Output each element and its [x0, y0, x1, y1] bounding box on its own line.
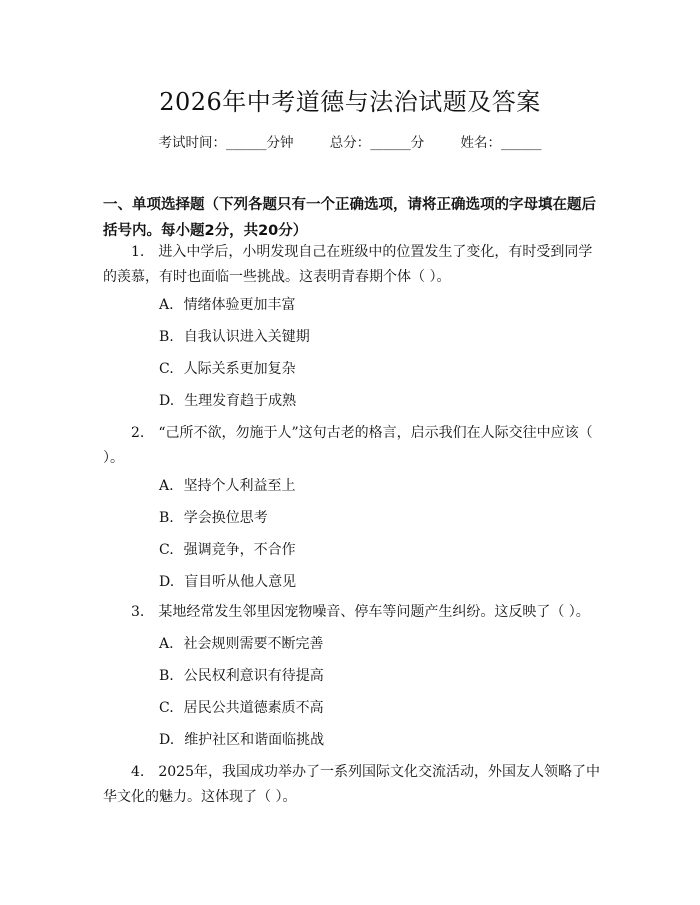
- option-text: 公民权利意识有待提高: [183, 668, 324, 684]
- question-3-option-d: [159, 730, 324, 750]
- option-text: 社会规则需要不断完善: [183, 636, 324, 652]
- option-text: 维护社区和谐面临挑战: [184, 732, 325, 748]
- question-2: 2. “己所不欲，勿施于人”这句古老的格言，启示我们在人际交往中应该（ ）。: [103, 425, 593, 466]
- option-letter: D.: [159, 574, 175, 590]
- student-name: 姓名：______: [460, 135, 542, 151]
- question-2-option-a: [159, 476, 296, 496]
- exam-total-score: 总分：______分: [329, 135, 425, 151]
- question-3-option-c: [159, 698, 324, 718]
- question-1: 1. 进入中学后，小明发现自己在班级中的位置发生了变化，有时受到同学的羡慕，有时也面临一些挑战。这表明青春期个体（ ）。: [103, 244, 593, 285]
- option-letter: B.: [159, 329, 174, 345]
- option-letter: D.: [159, 732, 175, 748]
- option-text: 人际关系更加复杂: [183, 361, 296, 377]
- option-letter: A.: [159, 297, 174, 313]
- question-3-option-a: [159, 634, 324, 654]
- option-letter: A.: [159, 636, 174, 652]
- option-text: 学会换位思考: [183, 510, 268, 526]
- question-1-option-d: [159, 391, 296, 411]
- option-letter: C.: [159, 542, 174, 558]
- exam-meta: [0, 131, 700, 151]
- page-title: 2026年中考道德与法治试题及答案: [159, 88, 541, 116]
- option-letter: B.: [159, 510, 174, 526]
- option-text: 居民公共道德素质不高: [183, 700, 324, 716]
- option-text: 生理发育趋于成熟: [184, 393, 297, 409]
- option-letter: A.: [159, 478, 174, 494]
- exam-time: 考试时间：______分钟: [158, 135, 294, 151]
- question-4: 4. 2025年，我国成功举办了一系列国际文化交流活动，外国友人领略了中华文化的魅力。这体现了（ ）。: [103, 764, 600, 805]
- question-1-option-b: [159, 327, 310, 347]
- question-3-option-b: [159, 666, 324, 686]
- option-letter: C.: [159, 361, 174, 377]
- option-text: 强调竞争，不合作: [183, 542, 296, 558]
- section-heading: 一、单项选择题（下列各题只有一个正确选项，请将正确选项的字母填在题后括号内。每小题2分，共20分）: [103, 197, 596, 239]
- option-text: 自我认识进入关键期: [183, 329, 310, 345]
- question-2-option-c: [159, 540, 296, 560]
- question-2-option-d: [159, 572, 296, 592]
- question-1-option-a: [159, 295, 296, 315]
- option-text: 坚持个人利益至上: [183, 478, 296, 494]
- option-letter: B.: [159, 668, 174, 684]
- option-letter: C.: [159, 700, 174, 716]
- question-1-option-c: [159, 359, 296, 379]
- option-letter: D.: [159, 393, 175, 409]
- option-text: 盲目听从他人意见: [184, 574, 297, 590]
- question-3: 3. 某地经常发生邻里因宠物噪音、停车等问题产生纠纷。这反映了（ ）。: [131, 604, 590, 620]
- option-text: 情绪体验更加丰富: [183, 297, 296, 313]
- question-2-option-b: [159, 508, 268, 528]
